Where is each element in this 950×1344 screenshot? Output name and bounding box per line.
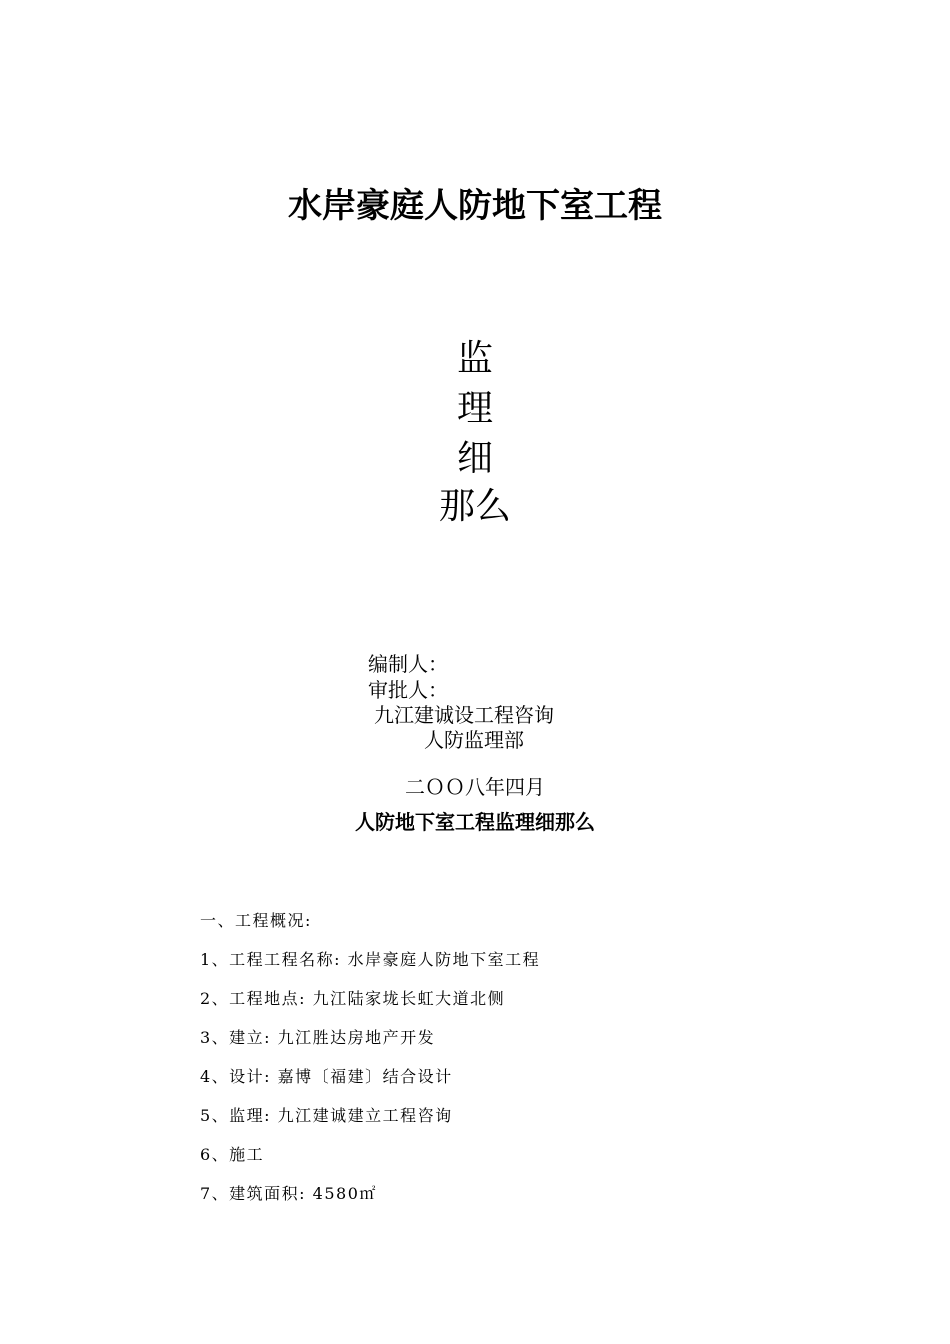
overview-item: 1、工程工程名称: 水岸豪庭人防地下室工程 — [200, 950, 541, 969]
cover-project-title: 水岸豪庭人防地下室工程 — [288, 186, 662, 226]
approver-label: 审批人： — [368, 678, 448, 702]
cover-date: 二ＯＯ八年四月 — [405, 775, 545, 799]
document-title: 人防地下室工程监理细那么 — [355, 810, 595, 834]
doc-type-char-4: 那么 — [438, 486, 511, 527]
company-name: 九江建诚设工程咨询 — [374, 703, 554, 727]
overview-item: 3、建立: 九江胜达房地产开发 — [200, 1028, 436, 1047]
compiler-label: 编制人： — [368, 652, 448, 676]
doc-type-char-1: 监 — [456, 338, 493, 379]
overview-item: 5、监理: 九江建诚建立工程咨询 — [200, 1106, 453, 1125]
overview-heading: 一、工程概况: — [200, 911, 312, 930]
overview-item: 2、工程地点: 九江陆家垅长虹大道北侧 — [200, 989, 506, 1008]
overview-item: 6、施工 — [200, 1145, 265, 1164]
overview-item: 4、设计: 嘉博〔福建〕结合设计 — [200, 1067, 453, 1086]
doc-type-char-2: 理 — [456, 388, 493, 429]
doc-type-char-3: 细 — [456, 438, 493, 479]
overview-item: 7、建筑面积: 4580㎡ — [200, 1184, 377, 1203]
company-department: 人防监理部 — [424, 728, 524, 752]
